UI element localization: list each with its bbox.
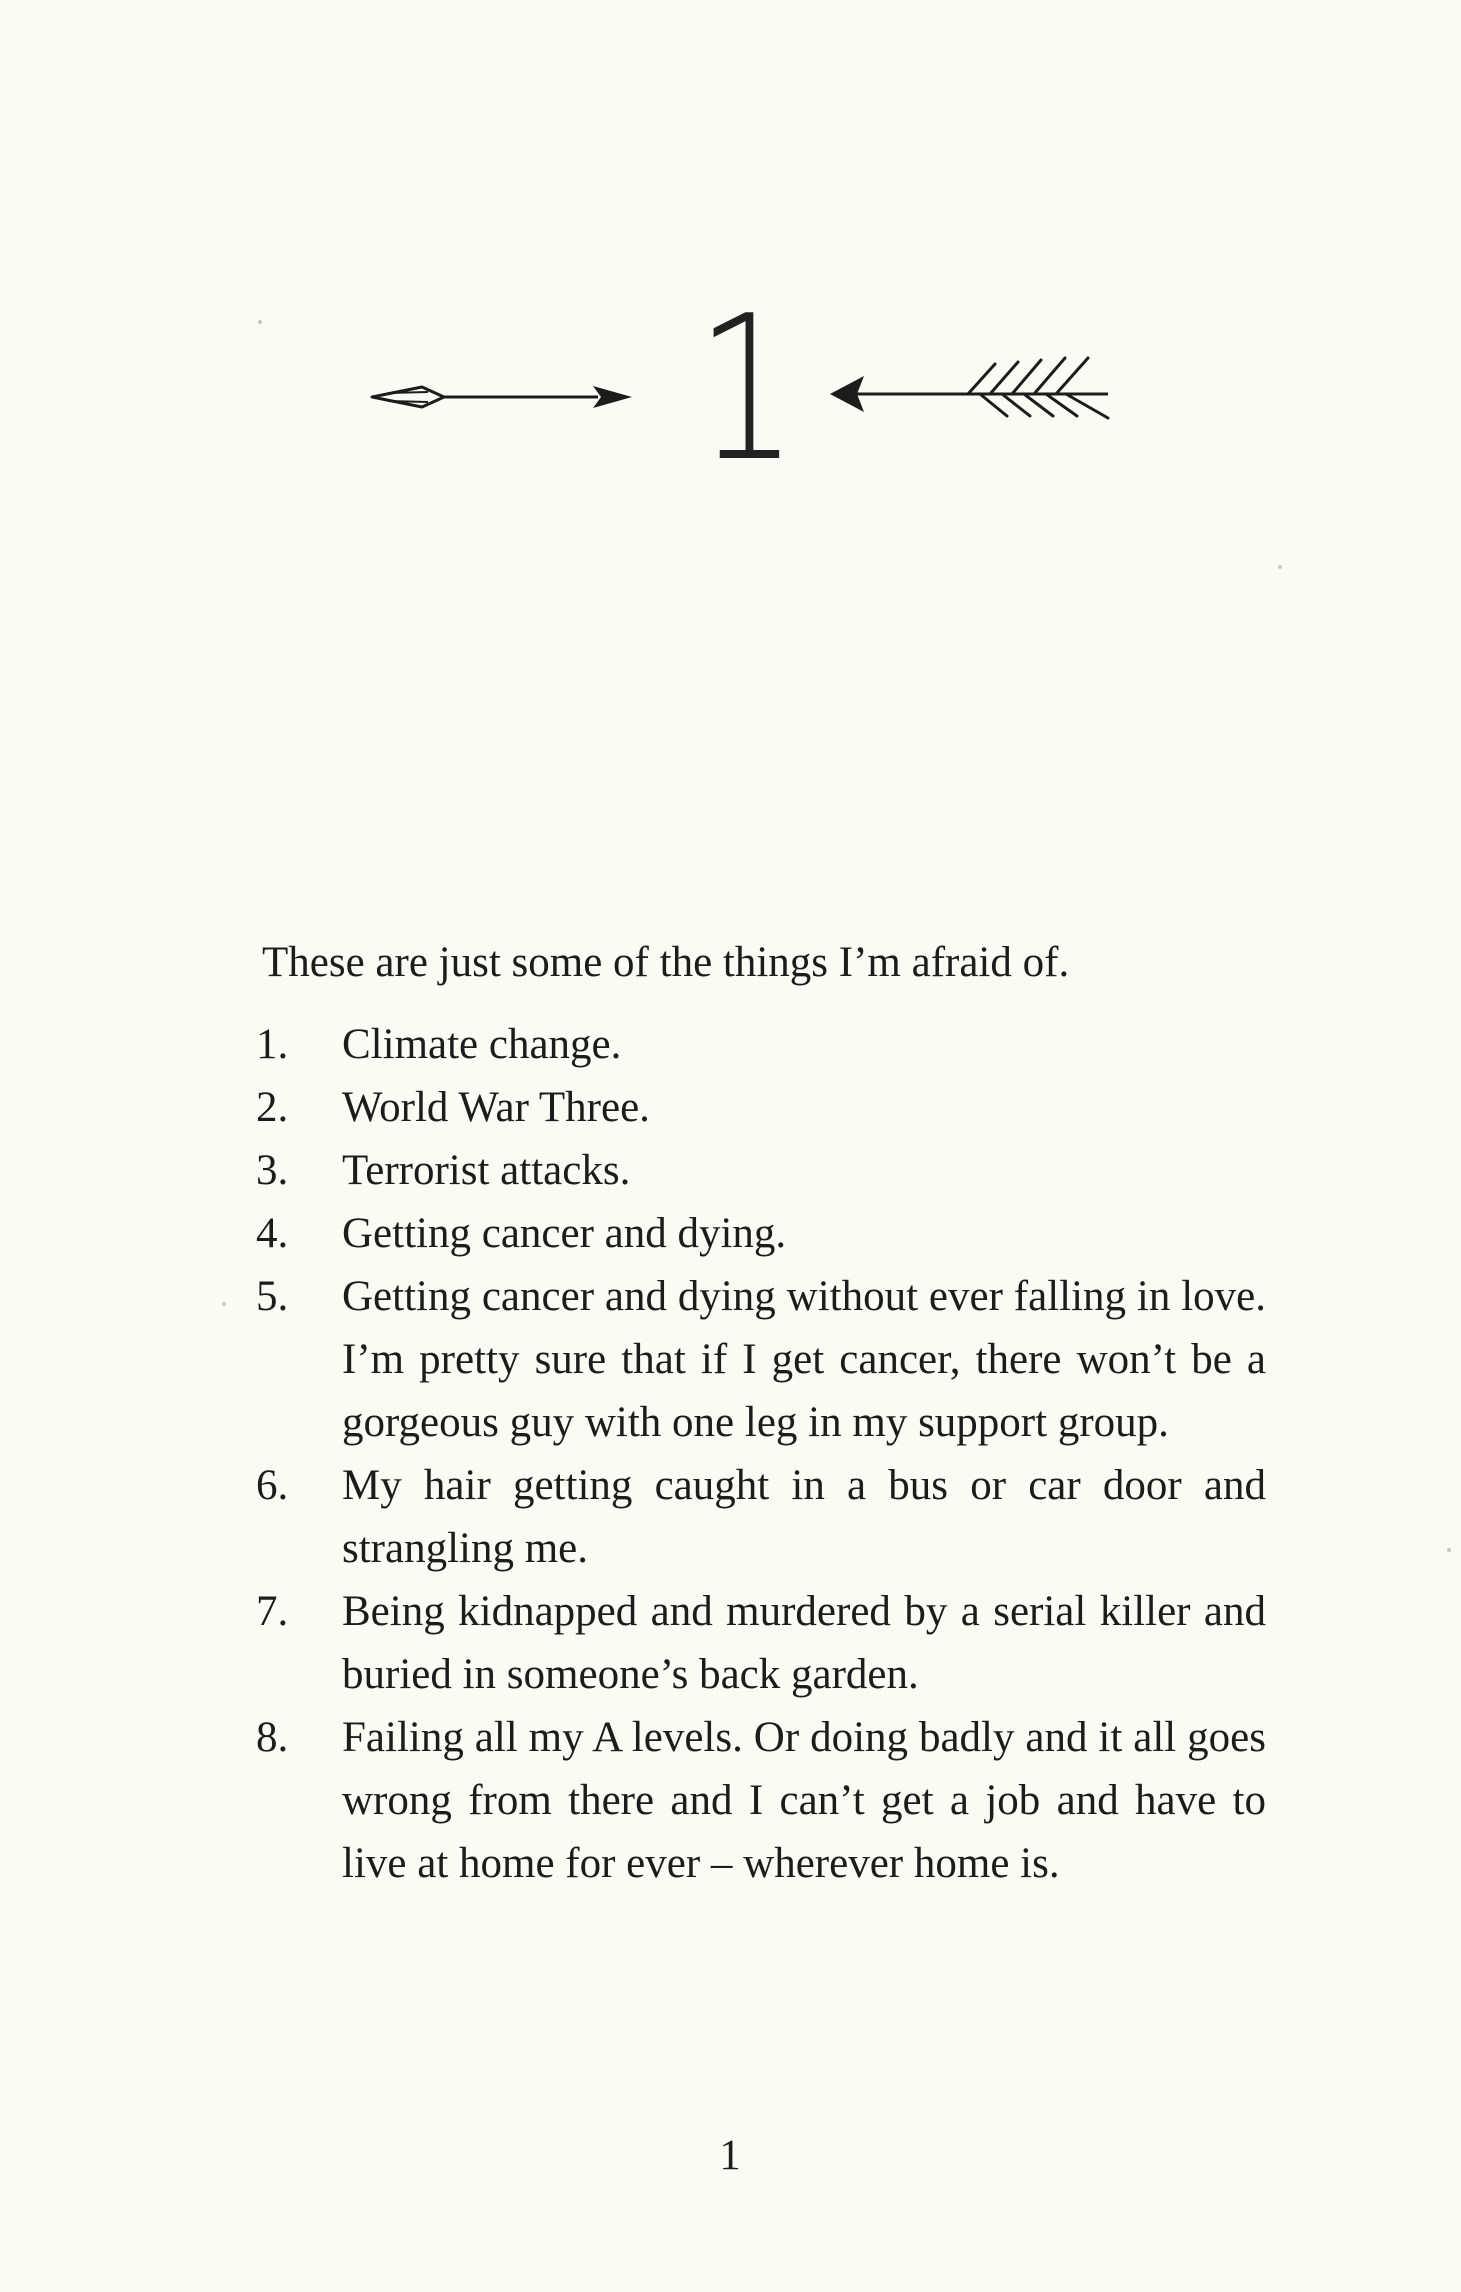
list-item (256, 1580, 1266, 1706)
list-item (256, 1706, 1266, 1895)
list-item (256, 1013, 1266, 1076)
list-item-number: 6. (256, 1462, 289, 1509)
fears-list (256, 1013, 1266, 1895)
intro-paragraph: These are just some of the things I’m afraid of. (262, 939, 1070, 986)
list-item-text: Failing all my A levels. Or doing badly and it all goes wrong from there and I can’t get a job and have to live at home for ever – wherever home is. (342, 1714, 1266, 1887)
arrow-left-pointing-icon (830, 346, 1110, 436)
list-item (256, 1265, 1266, 1454)
list-item-text: Terrorist attacks. (342, 1147, 631, 1194)
list-item-text: My hair getting caught in a bus or car door and strangling me. (342, 1462, 1266, 1572)
chapter-heading (360, 273, 1120, 506)
list-item-text: Being kidnapped and murdered by a serial killer and buried in someone’s back garden. (342, 1588, 1266, 1698)
paper-speck (1278, 565, 1282, 569)
page-number: 1 (719, 2132, 741, 2179)
list-item-number: 2. (256, 1084, 289, 1131)
arrow-right-pointing-icon (370, 364, 640, 434)
chapter-number: 1 (696, 273, 798, 506)
list-item (256, 1454, 1266, 1580)
list-item (256, 1076, 1266, 1139)
list-item-text: Getting cancer and dying without ever falling in love. I’m pretty sure that if I get cancer, there won’t be a gorgeous guy with one leg in my support group. (342, 1273, 1266, 1446)
list-item-text: Climate change. (342, 1021, 622, 1068)
list-item (256, 1139, 1266, 1202)
paper-speck (1447, 1548, 1451, 1552)
list-item-number: 1. (256, 1021, 289, 1068)
list-item (256, 1202, 1266, 1265)
list-item-text: World War Three. (342, 1084, 650, 1131)
list-item-text: Getting cancer and dying. (342, 1210, 787, 1257)
list-item-number: 4. (256, 1210, 289, 1257)
paper-speck (222, 1302, 226, 1306)
list-item-number: 5. (256, 1273, 289, 1320)
list-item-number: 3. (256, 1147, 289, 1194)
list-item-number: 7. (256, 1588, 289, 1635)
list-item-number: 8. (256, 1714, 289, 1761)
paper-speck (258, 320, 262, 324)
